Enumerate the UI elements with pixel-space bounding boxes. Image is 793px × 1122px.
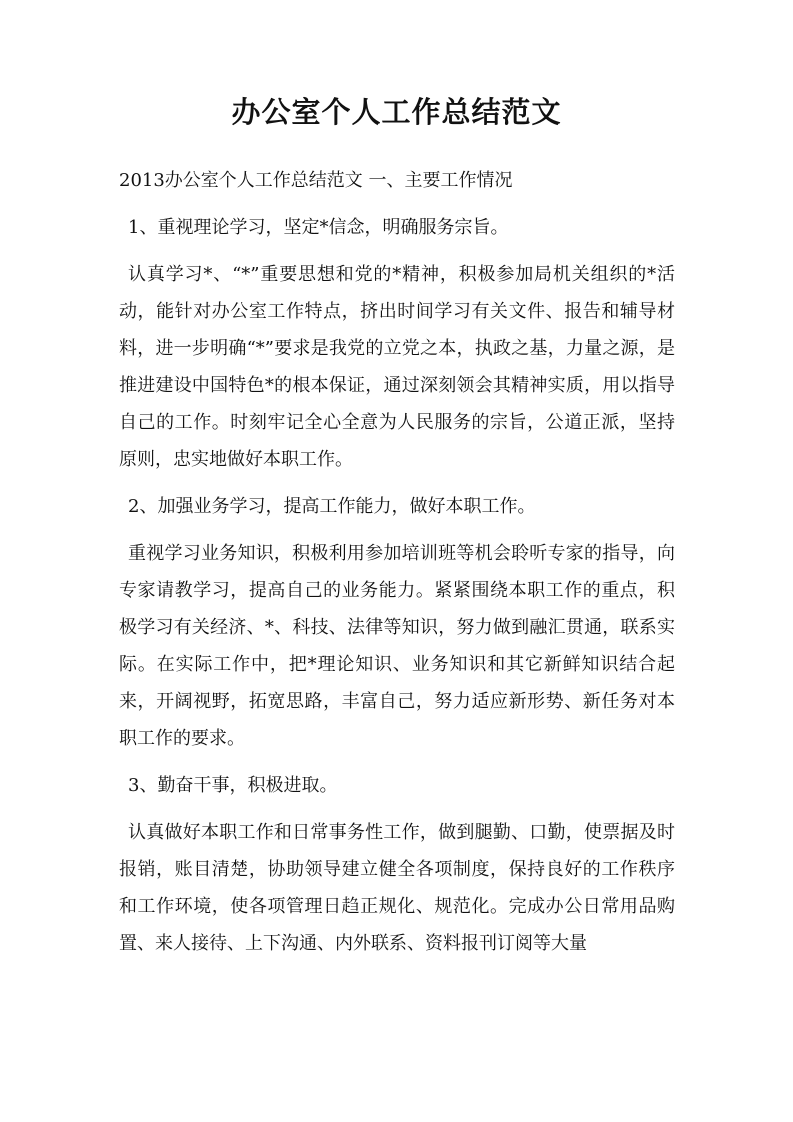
paragraph-section-3-body: 认真做好本职工作和日常事务性工作，做到腿勤、口勤，使票据及时报销，账目清楚，协助领导建立健全各项制度，保持良好的工作秩序和工作环境，使各项管理日趋正规化、规范化。完成办公日常用品购置、来人接待、上下沟通、内外联系、资料报刊订阅等大量	[119, 822, 675, 954]
paragraph-section-2-body: 重视学习业务知识，积极利用参加培训班等机会聆听专家的指导，向专家请教学习，提高自己的业务能力。紧紧围绕本职工作的重点，积极学习有关经济、*、科技、法律等知识，努力做到融汇贯通，联系实际。在实际工作中，把*理论知识、业务知识和其它新鲜知识结合起来，开阔视野，拓宽思路，丰富自己，努力适应新形势、新任务对本职工作的要求。	[119, 543, 675, 749]
document-body	[119, 162, 675, 972]
paragraph-section-3-heading: 3、勤奋干事，积极进取。	[128, 775, 338, 796]
paragraph-section-2-heading: 2、加强业务学习，提高工作能力，做好本职工作。	[128, 496, 536, 517]
paragraph-section-1-body: 认真学习*、“*”重要思想和党的*精神，积极参加局机关组织的*活动，能针对办公室工作特点，挤出时间学习有关文件、报告和辅导材料，进一步明确“*”要求是我党的立党之本，执政之基，力量之源，是推进建设中国特色*的根本保证，通过深刻领会其精神实质，用以指导自己的工作。时刻牢记全心全意为人民服务的宗旨，公道正派，坚持原则，忠实地做好本职工作。	[119, 264, 675, 470]
paragraph-heading-summary: 2013办公室个人工作总结范文 一、主要工作情况	[119, 170, 513, 191]
document-title: 办公室个人工作总结范文	[231, 95, 562, 129]
paragraph-section-1-heading: 1、重视理论学习，坚定*信念，明确服务宗旨。	[128, 217, 509, 238]
